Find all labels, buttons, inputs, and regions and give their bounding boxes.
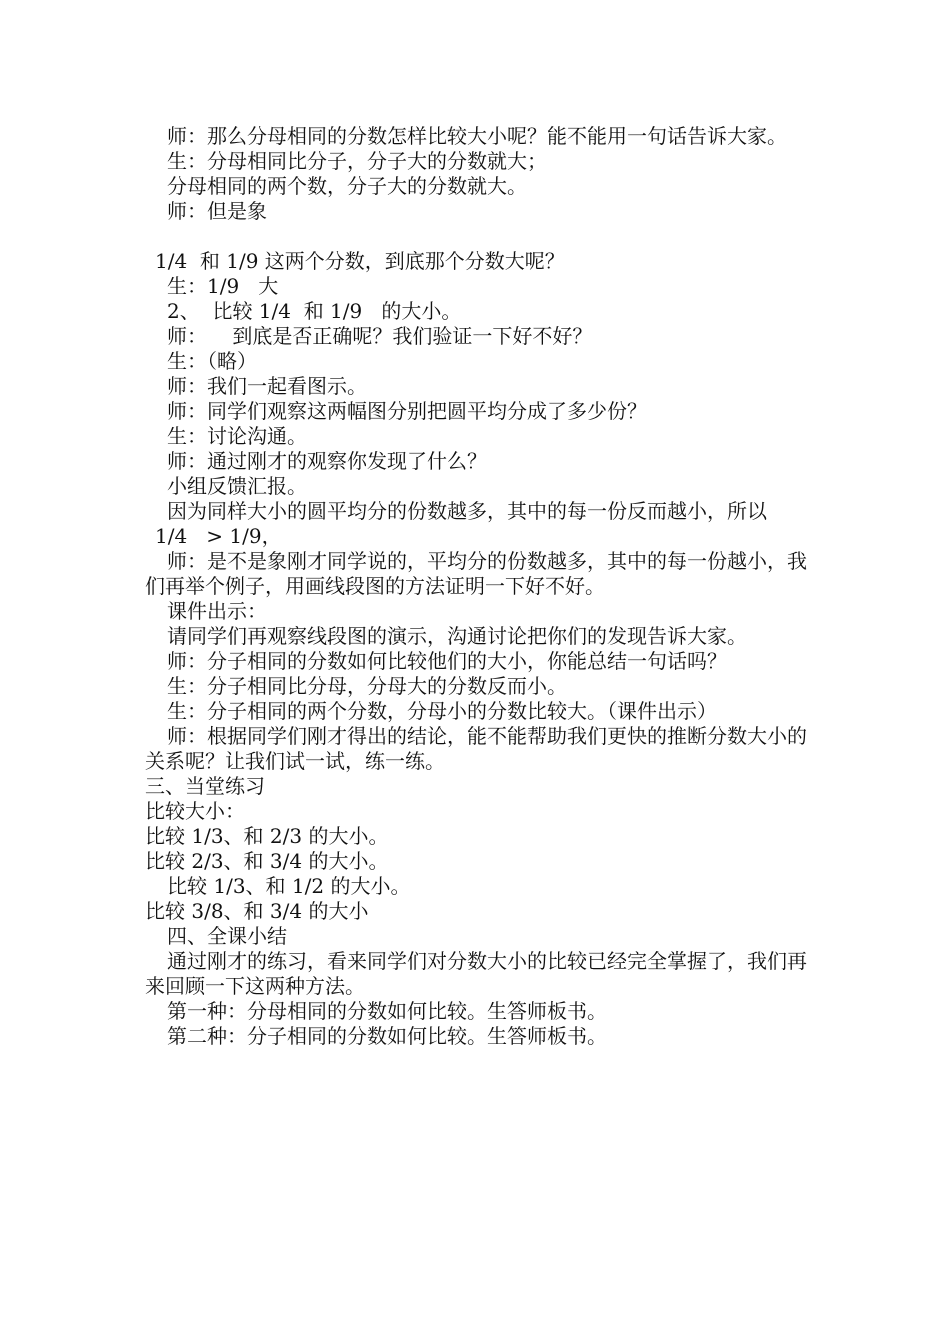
paragraph: 师： 到底是否正确呢？我们验证一下好不好？ [167,324,593,348]
paragraph: 通过刚才的练习，看来同学们对分数大小的比较已经完全掌握了，我们再来回顾一下这两种方法。 [145,949,807,998]
paragraph: 分母相同的两个数，分子大的分数就大。 [167,174,527,198]
paragraph: 比较大小： [145,799,245,823]
paragraph: 生：（略） [167,349,257,373]
paragraph: 第一种：分母相同的分数如何比较。生答师板书。 [167,999,607,1023]
paragraph: 生：分母相同比分子，分子大的分数就大； [167,149,547,173]
document-body [145,124,815,1049]
paragraph: 师：同学们观察这两幅图分别把圆平均分成了多少份？ [167,399,647,423]
section-heading: 三、当堂练习 [145,774,265,798]
paragraph: 1/4 > 1/9， [155,524,282,548]
paragraph: 比较 2/3、和 3/4 的大小。 [145,849,389,873]
paragraph: 比较 3/8、和 3/4 的大小 [145,899,369,923]
paragraph: 生：分子相同的两个分数，分母小的分数比较大。（课件出示） [167,699,717,723]
paragraph: 生：分子相同比分母，分母大的分数反而小。 [167,674,567,698]
paragraph: 生：1/9 大 [167,274,279,298]
paragraph: 请同学们再观察线段图的演示，沟通讨论把你们的发现告诉大家。 [167,624,747,648]
paragraph: 师：分子相同的分数如何比较他们的大小，你能总结一句话吗？ [167,649,727,673]
paragraph: 课件出示： [167,599,267,623]
paragraph: 师：是不是象刚才同学说的，平均分的份数越多，其中的每一份越小，我们再举个例子，用画线段图的方法证明一下好不好。 [145,549,807,598]
paragraph: 师：那么分母相同的分数怎样比较大小呢？能不能用一句话告诉大家。 [167,124,787,148]
paragraph: 小组反馈汇报。 [167,474,307,498]
paragraph: 因为同样大小的圆平均分的份数越多，其中的每一份反而越小，所以 [167,499,767,523]
paragraph: 第二种：分子相同的分数如何比较。生答师板书。 [167,1024,607,1048]
paragraph: 师：通过刚才的观察你发现了什么？ [167,449,487,473]
paragraph: 1/4 和 1/9 这两个分数，到底那个分数大呢？ [155,249,565,273]
section-heading: 四、全课小结 [167,924,287,948]
paragraph: 师：但是象 [167,199,267,223]
paragraph: 师：根据同学们刚才得出的结论，能不能帮助我们更快的推断分数大小的关系呢？让我们试一试，练一练。 [145,724,807,773]
paragraph: 师：我们一起看图示。 [167,374,367,398]
paragraph: 比较 1/3、和 2/3 的大小。 [145,824,389,848]
paragraph: 生：讨论沟通。 [167,424,307,448]
paragraph: 2、 比较 1/4 和 1/9 的大小。 [167,299,462,323]
paragraph: 比较 1/3、和 1/2 的大小。 [167,874,411,898]
blank-line [145,224,815,249]
